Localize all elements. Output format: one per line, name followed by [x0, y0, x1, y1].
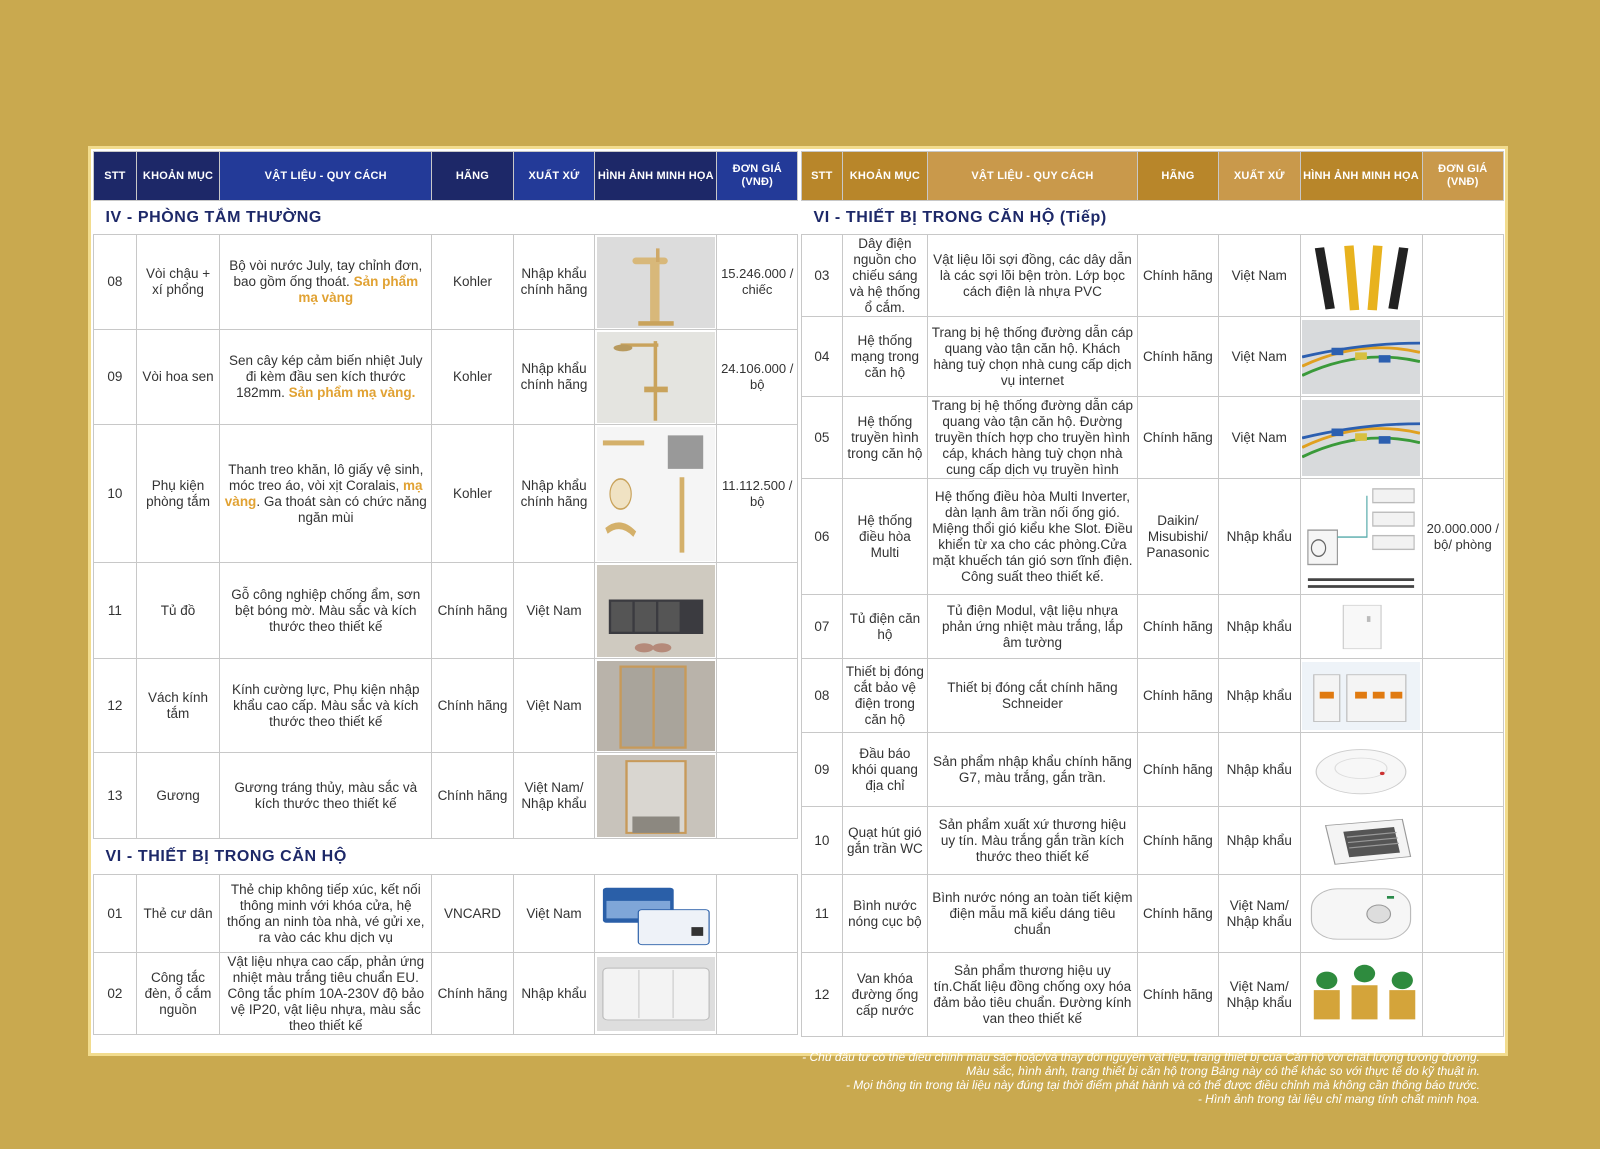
- spec-text: Thẻ chip không tiếp xúc, kết nối thông minh với khóa cửa, hệ thống an ninh tòa nhà, vé gửi xe, ra vào các khu dịch vụ: [227, 881, 425, 945]
- spec-text: Sản phẩm thương hiệu uy tín.Chất liệu đồng chống oxy hóa đảm bảo tiêu chuẩn. Đường kính van theo thiết kế: [933, 962, 1132, 1026]
- row-image: [1300, 953, 1422, 1037]
- row-spec: [220, 875, 432, 953]
- row-spec: [928, 235, 1138, 317]
- table-row: [802, 953, 1504, 1037]
- panel-image: [1302, 598, 1420, 656]
- row-origin: Việt Nam: [1219, 317, 1300, 397]
- row-origin: Nhập khẩu chính hãng: [513, 330, 595, 425]
- footer-note: - Chủ đầu tư có thể điều chỉnh màu sắc hoặc/và thay đổi nguyên vật liệu, trang thiết bị của Căn hộ với chất lượng tương đương.: [802, 1050, 1480, 1064]
- row-spec: [220, 753, 432, 839]
- mirror-image: [597, 755, 715, 837]
- table-header-row: [802, 152, 1504, 201]
- table-row: [802, 807, 1504, 875]
- row-brand: Chính hãng: [432, 659, 514, 753]
- table-row: [802, 595, 1504, 659]
- row-stt: 12: [94, 659, 137, 753]
- row-image: [1300, 659, 1422, 733]
- row-brand: VNCARD: [432, 875, 514, 953]
- row-spec: [928, 875, 1138, 953]
- row-image: [1300, 875, 1422, 953]
- header-origin: XUẤT XỨ: [1219, 152, 1300, 201]
- spec-highlight: Sản phẩm mạ vàng.: [288, 385, 416, 400]
- spec-text: Bộ vòi nước July, tay chỉnh đơn, bao gồm ống thoát.: [229, 258, 423, 289]
- row-origin: Việt Nam: [513, 563, 595, 659]
- row-item: Vòi chậu + xí phổng: [136, 235, 220, 330]
- spec-text: Kính cường lực, Phụ kiện nhập khẩu cao cấp. Màu sắc và kích thước theo thiết kế: [231, 681, 420, 729]
- tv-cable-image: [1302, 400, 1420, 476]
- row-spec: [220, 235, 432, 330]
- row-price: [1422, 595, 1503, 659]
- row-image: [595, 659, 717, 753]
- spec-text: Vật liệu lõi sợi đồng, các dây dẫn là các sợi lõi bện tròn. Lớp bọc cách điện là nhựa PVC: [933, 251, 1132, 299]
- spec-text: Trang bị hệ thống đường dẫn cáp quang vào tận căn hộ. Khách hàng tuỳ chọn nhà cung cấp dịch vụ internet: [931, 324, 1134, 388]
- row-stt: 01: [94, 875, 137, 953]
- row-brand: Chính hãng: [1137, 317, 1218, 397]
- row-origin: Việt Nam: [513, 875, 595, 953]
- row-price: 11.112.500 / bộ: [717, 425, 798, 563]
- breaker-image: [1302, 662, 1420, 730]
- header-item: KHOẢN MỤC: [842, 152, 927, 201]
- row-price: [1422, 953, 1503, 1037]
- row-image: [595, 875, 717, 953]
- row-origin: Nhập khẩu: [513, 953, 595, 1035]
- row-origin: Việt Nam/ Nhập khẩu: [1219, 875, 1300, 953]
- spec-highlight: mạ vàng: [224, 477, 423, 509]
- row-brand: Chính hãng: [1137, 807, 1218, 875]
- row-price: [1422, 235, 1503, 317]
- row-image: [1300, 807, 1422, 875]
- row-image: [595, 953, 717, 1035]
- row-stt: 08: [802, 659, 843, 733]
- row-item: Bình nước nóng cục bộ: [842, 875, 927, 953]
- row-origin: Nhập khẩu: [1219, 733, 1300, 807]
- row-origin: Việt Nam: [1219, 235, 1300, 317]
- row-brand: Chính hãng: [1137, 659, 1218, 733]
- row-item: Phụ kiện phòng tắm: [136, 425, 220, 563]
- header-price: ĐƠN GIÁ (VNĐ): [1422, 152, 1503, 201]
- spec-text: Sản phẩm nhập khẩu chính hãng G7, màu trắng, gắn trần.: [932, 753, 1132, 785]
- row-brand: Chính hãng: [1137, 953, 1218, 1037]
- aircon-image: [1302, 482, 1420, 592]
- left-spec-table: [93, 151, 798, 1035]
- row-image: [595, 425, 717, 563]
- header-spec: VẬT LIỆU - QUY CÁCH: [220, 152, 432, 201]
- spec-text: Vật liệu nhựa cao cấp, phản ứng nhiệt màu trắng tiêu chuẩn EU. Công tắc phím 10A-230V độ bảo vệ IP20, vật liệu nhựa, màu sắc theo thiết kế: [227, 953, 425, 1033]
- row-price: [1422, 397, 1503, 479]
- table-row: [94, 563, 798, 659]
- row-stt: 05: [802, 397, 843, 479]
- right-spec-table: [801, 151, 1504, 1037]
- header-brand: HÃNG: [432, 152, 514, 201]
- row-stt: 04: [802, 317, 843, 397]
- section-title: VI - THIẾT BỊ TRONG CĂN HỘ: [94, 839, 798, 875]
- cabinet-image: [597, 565, 715, 657]
- row-stt: 03: [802, 235, 843, 317]
- table-row: [802, 317, 1504, 397]
- header-image: HÌNH ẢNH MINH HỌA: [595, 152, 717, 201]
- spec-sheet-frame: [88, 146, 1508, 1056]
- header-spec: VẬT LIỆU - QUY CÁCH: [928, 152, 1138, 201]
- row-item: Vòi hoa sen: [136, 330, 220, 425]
- footer-note: Màu sắc, hình ảnh, trang thiết bị căn hộ trong Bảng này có thể khác so với thực tế do kỹ thuật in.: [966, 1064, 1480, 1078]
- spec-text: Hệ thống điều hòa Multi Inverter, dàn lạnh âm trần nối ống gió. Miệng thổi gió kiểu khe Slot. Điều khiển từ xa cho các phòng.Cửa mặt khuếch tán gió sơn tĩnh điện. Công suất theo thiết kế.: [932, 488, 1133, 584]
- section-header: [802, 201, 1504, 235]
- row-spec: [928, 807, 1138, 875]
- exhaust-fan-image: [1302, 810, 1420, 872]
- row-image: [1300, 479, 1422, 595]
- glass-partition-image: [597, 661, 715, 751]
- row-item: Van khóa đường ống cấp nước: [842, 953, 927, 1037]
- row-price: [717, 563, 798, 659]
- row-brand: Kohler: [432, 235, 514, 330]
- row-spec: [220, 659, 432, 753]
- spec-text: Trang bị hệ thống đường dẫn cáp quang vào tận căn hộ. Đường truyền thích hợp cho truyền hình cáp, khách hàng tuỳ chọn nhà cung cấp dịch vụ truyền hình: [931, 397, 1134, 477]
- row-price: [717, 753, 798, 839]
- row-price: [1422, 733, 1503, 807]
- row-origin: Việt Nam: [1219, 397, 1300, 479]
- row-stt: 07: [802, 595, 843, 659]
- section-header: [94, 839, 798, 875]
- spec-text: Thanh treo khăn, lô giấy vệ sinh, móc treo áo, vòi xịt Coralais,: [228, 461, 424, 493]
- row-stt: 11: [94, 563, 137, 659]
- row-stt: 09: [802, 733, 843, 807]
- row-stt: 13: [94, 753, 137, 839]
- spec-highlight: Sản phẩm mạ vàng: [298, 274, 419, 305]
- row-spec: [928, 479, 1138, 595]
- footer-note: - Mọi thông tin trong tài liệu này đúng tại thời điểm phát hành và có thể được điều chỉnh mà không cần thông báo trước.: [845, 1078, 1480, 1092]
- row-brand: Chính hãng: [432, 953, 514, 1035]
- row-stt: 10: [802, 807, 843, 875]
- row-image: [595, 753, 717, 839]
- row-origin: Việt Nam: [513, 659, 595, 753]
- header-price: ĐƠN GIÁ (VNĐ): [717, 152, 798, 201]
- row-spec: [928, 595, 1138, 659]
- header-brand: HÃNG: [1137, 152, 1218, 201]
- water-heater-image: [1302, 878, 1420, 950]
- row-price: [1422, 659, 1503, 733]
- row-origin: Việt Nam/ Nhập khẩu: [513, 753, 595, 839]
- row-origin: Việt Nam/ Nhập khẩu: [1219, 953, 1300, 1037]
- row-brand: Kohler: [432, 425, 514, 563]
- header-stt: STT: [94, 152, 137, 201]
- spec-text: Tủ điện Modul, vật liệu nhựa phản ứng nhiệt màu trắng, lắp âm tường: [941, 602, 1123, 650]
- section-title: IV - PHÒNG TẮM THƯỜNG: [94, 201, 798, 235]
- footer-note: - Hình ảnh trong tài liệu chỉ mang tính chất minh họa.: [1197, 1092, 1480, 1106]
- table-row: [802, 875, 1504, 953]
- header-stt: STT: [802, 152, 843, 201]
- row-stt: 06: [802, 479, 843, 595]
- row-image: [1300, 397, 1422, 479]
- row-item: Hệ thống điều hòa Multi: [842, 479, 927, 595]
- row-item: Quạt hút gió gắn trần WC: [842, 807, 927, 875]
- row-price: [1422, 317, 1503, 397]
- row-image: [1300, 235, 1422, 317]
- row-item: Tủ điện căn hộ: [842, 595, 927, 659]
- fiber-cable-image: [1302, 320, 1420, 394]
- spec-text: Bình nước nóng an toàn tiết kiệm điện mẫu mã kiểu dáng tiêu chuẩn: [932, 889, 1133, 937]
- spec-text-after: . Ga thoát sàn có chức năng ngăn mùi: [256, 493, 427, 525]
- row-stt: 08: [94, 235, 137, 330]
- table-row: [802, 659, 1504, 733]
- table-row: [94, 875, 798, 953]
- row-price: [717, 953, 798, 1035]
- row-price: [1422, 807, 1503, 875]
- row-item: Tủ đồ: [136, 563, 220, 659]
- section-header: [94, 201, 798, 235]
- table-header-row: [94, 152, 798, 201]
- spec-text: Thiết bị đóng cắt chính hãng Schneider: [947, 679, 1118, 711]
- row-origin: Nhập khẩu: [1219, 659, 1300, 733]
- row-image: [595, 330, 717, 425]
- row-price: [1422, 875, 1503, 953]
- table-row: [94, 425, 798, 563]
- row-brand: Kohler: [432, 330, 514, 425]
- row-brand: Chính hãng: [1137, 397, 1218, 479]
- row-brand: Chính hãng: [1137, 733, 1218, 807]
- row-brand: Chính hãng: [1137, 595, 1218, 659]
- smoke-detector-image: [1302, 736, 1420, 804]
- row-image: [1300, 595, 1422, 659]
- row-spec: [928, 659, 1138, 733]
- table-row: [94, 330, 798, 425]
- row-stt: 11: [802, 875, 843, 953]
- row-spec: [928, 733, 1138, 807]
- row-price: 15.246.000 / chiếc: [717, 235, 798, 330]
- valve-image: [1302, 956, 1420, 1034]
- row-spec: [928, 317, 1138, 397]
- spec-text: Gỗ công nghiệp chống ẩm, sơn bệt bóng mờ. Màu sắc và kích thước theo thiết kế: [231, 586, 421, 634]
- table-row: [94, 235, 798, 330]
- row-spec: [220, 563, 432, 659]
- switch-image: [597, 957, 715, 1031]
- table-row: [802, 397, 1504, 479]
- header-item: KHOẢN MỤC: [136, 152, 220, 201]
- cable-image: [1302, 238, 1420, 314]
- row-price: [717, 659, 798, 753]
- row-item: Dây điện nguồn cho chiếu sáng và hệ thống ổ cắm.: [842, 235, 927, 317]
- row-brand: Chính hãng: [1137, 875, 1218, 953]
- resident-card-image: [597, 879, 715, 949]
- row-origin: Nhập khẩu: [1219, 807, 1300, 875]
- row-brand: Chính hãng: [432, 563, 514, 659]
- row-brand: Daikin/ Misubishi/ Panasonic: [1137, 479, 1218, 595]
- row-stt: 10: [94, 425, 137, 563]
- row-stt: 09: [94, 330, 137, 425]
- table-row: [802, 479, 1504, 595]
- row-item: Hệ thống truyền hình trong căn hộ: [842, 397, 927, 479]
- spec-text: Sản phẩm xuất xứ thương hiệu uy tín. Màu trắng gắn trần kích thước theo thiết kế: [938, 816, 1127, 864]
- row-item: Hệ thống mạng trong căn hộ: [842, 317, 927, 397]
- table-row: [802, 733, 1504, 807]
- spec-text: Sen cây kép cảm biến nhiệt July đi kèm đầu sen kích thước 182mm.: [228, 353, 423, 400]
- row-brand: Chính hãng: [1137, 235, 1218, 317]
- row-item: Vách kính tắm: [136, 659, 220, 753]
- table-row: [802, 235, 1504, 317]
- shower-image: [597, 332, 715, 423]
- row-spec: [220, 425, 432, 563]
- row-origin: Nhập khẩu chính hãng: [513, 235, 595, 330]
- row-item: Thiết bị đóng cắt bảo vệ điện trong căn hộ: [842, 659, 927, 733]
- table-row: [94, 753, 798, 839]
- row-spec: [928, 397, 1138, 479]
- row-origin: Nhập khẩu chính hãng: [513, 425, 595, 563]
- spec-text: Gương tráng thủy, màu sắc và kích thước theo thiết kế: [234, 779, 418, 811]
- row-stt: 02: [94, 953, 137, 1035]
- row-spec: [220, 330, 432, 425]
- row-image: [595, 235, 717, 330]
- row-price: 20.000.000 / bộ/ phòng: [1422, 479, 1503, 595]
- row-origin: Nhập khẩu: [1219, 479, 1300, 595]
- row-price: [717, 875, 798, 953]
- table-row: [94, 659, 798, 753]
- section-title: VI - THIẾT BỊ TRONG CĂN HỘ (Tiếp): [802, 201, 1504, 235]
- header-origin: XUẤT XỨ: [513, 152, 595, 201]
- row-image: [1300, 317, 1422, 397]
- row-spec: [220, 953, 432, 1035]
- row-origin: Nhập khẩu: [1219, 595, 1300, 659]
- row-item: Gương: [136, 753, 220, 839]
- bath-accessories-image: [597, 427, 715, 561]
- row-item: Thẻ cư dân: [136, 875, 220, 953]
- row-spec: [928, 953, 1138, 1037]
- row-item: Công tắc đèn, ổ cắm nguồn: [136, 953, 220, 1035]
- row-price: 24.106.000 / bộ: [717, 330, 798, 425]
- row-image: [595, 563, 717, 659]
- row-brand: Chính hãng: [432, 753, 514, 839]
- row-stt: 12: [802, 953, 843, 1037]
- faucet-image: [597, 237, 715, 328]
- row-image: [1300, 733, 1422, 807]
- row-item: Đầu báo khói quang địa chỉ: [842, 733, 927, 807]
- disclaimer-footer: [580, 1050, 1480, 1106]
- header-image: HÌNH ẢNH MINH HỌA: [1300, 152, 1422, 201]
- table-row: [94, 953, 798, 1035]
